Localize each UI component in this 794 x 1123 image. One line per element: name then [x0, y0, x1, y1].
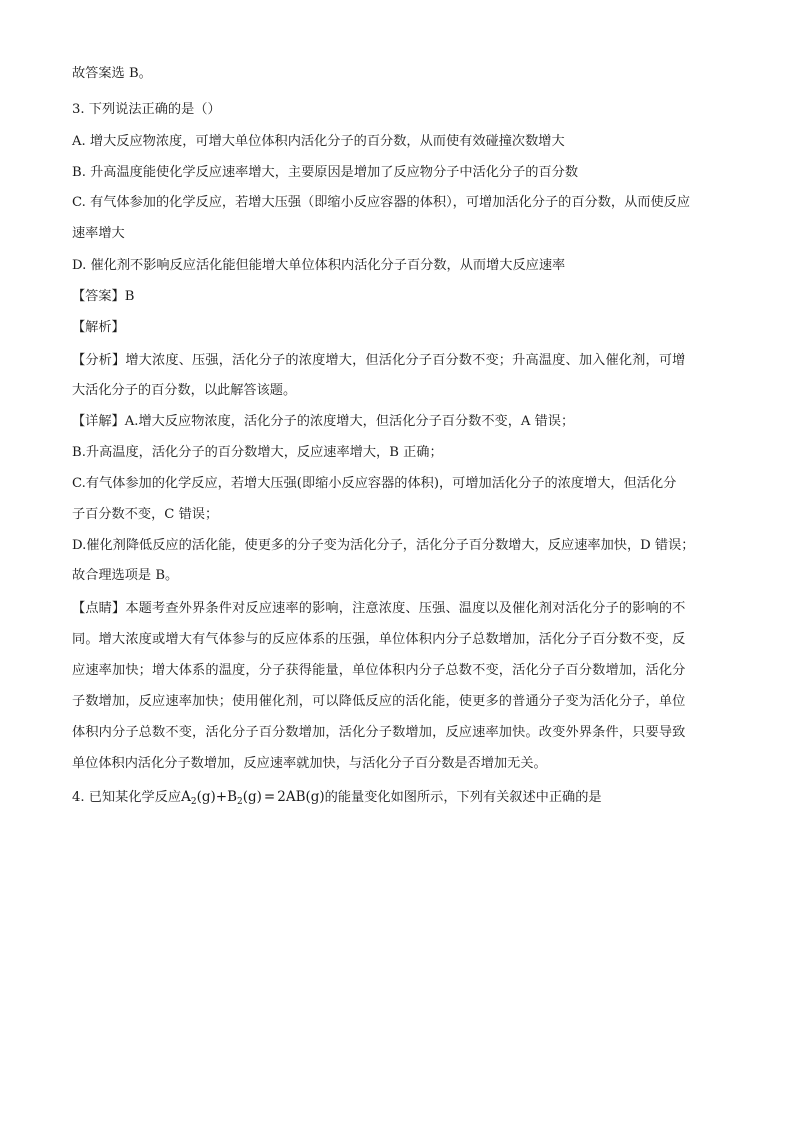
comment-text-1: 【点睛】本题考查外界条件对反应速率的影响，注意浓度、压强、温度以及催化剂对活化分子的影响的不 — [72, 601, 686, 616]
question-3-stem: 3. 下列说法正确的是（） — [72, 102, 221, 117]
comment-text-6: 单位体积内活化分子数增加，反应速率就加快，与活化分子百分数是否增加无关。 — [72, 756, 547, 771]
question-3-option-b: B. 升高温度能使化学反应速率增大，主要原因是增加了反应物分子中活化分子的百分数 — [72, 165, 579, 180]
detail-b: B.升高温度，活化分子的百分数增大，反应速率增大，B 正确； — [72, 445, 443, 460]
comment-text-4: 子数增加，反应速率加快；使用催化剂，可以降低反应的活化能，使更多的普通分子变为活化分子，单位 — [72, 694, 686, 709]
detail-a: 【详解】A.增大反应物浓度，活化分子的浓度增大，但活化分子百分数不变，A 错误； — [72, 414, 575, 429]
question-4-prefix: 4. 已知某化学反应 — [72, 790, 182, 805]
analysis-label: 【解析】 — [72, 320, 125, 335]
question-4-suffix: 的能量变化如图所示，下列有关叙述中正确的是 — [324, 790, 602, 805]
question-4-stem — [72, 787, 602, 812]
analysis-text: 【分析】增大浓度、压强，活化分子的浓度增大，但活化分子百分数不变；升高温度、加入催化剂，可增 — [72, 353, 686, 368]
detail-d: D.催化剂降低反应的活化能，使更多的分子变为活化分子，活化分子百分数增大，反应速率加快，D 错误； — [72, 538, 695, 553]
analysis-text-cont: 大活化分子的百分数，以此解答该题。 — [72, 383, 297, 398]
answer-label: 【答案】B — [72, 289, 135, 304]
comment-text-5: 体积内分子总数不变，活化分子百分数增加，活化分子数增加，反应速率加快。改变外界条件，只要导致 — [72, 725, 686, 740]
detail-conclusion: 故合理选项是 B。 — [72, 568, 179, 583]
question-3-option-c: C. 有气体参加的化学反应，若增大压强（即缩小反应容器的体积），可增加活化分子的百分数，从而使反应 — [72, 195, 691, 210]
question-3-option-a: A. 增大反应物浓度，可增大单位体积内活化分子的百分数，从而使有效碰撞次数增大 — [72, 134, 565, 149]
line-answer-prev: 故答案选 B。 — [72, 66, 152, 81]
question-3-option-d: D. 催化剂不影响反应活化能但能增大单位体积内活化分子百分数，从而增大反应速率 — [72, 258, 566, 273]
comment-text-2: 同。增大浓度或增大有气体参与的反应体系的压强，单位体积内分子总数增加，活化分子百分数不变，反 — [72, 632, 686, 647]
question-3-option-c-cont: 速率增大 — [72, 226, 125, 241]
detail-c-cont: 子百分数不变，C 错误； — [72, 507, 219, 522]
detail-c: C.有气体参加的化学反应，若增大压强(即缩小反应容器的体积)，可增加活化分子的浓度增大，但活化分 — [72, 476, 677, 491]
reaction-equation: $A_2(g)+B_2(g) = 2AB(g)$ — [181, 789, 325, 807]
comment-text-3: 应速率加快；增大体系的温度，分子获得能量，单位体积内分子总数不变，活化分子百分数增加，活化分 — [72, 663, 686, 678]
